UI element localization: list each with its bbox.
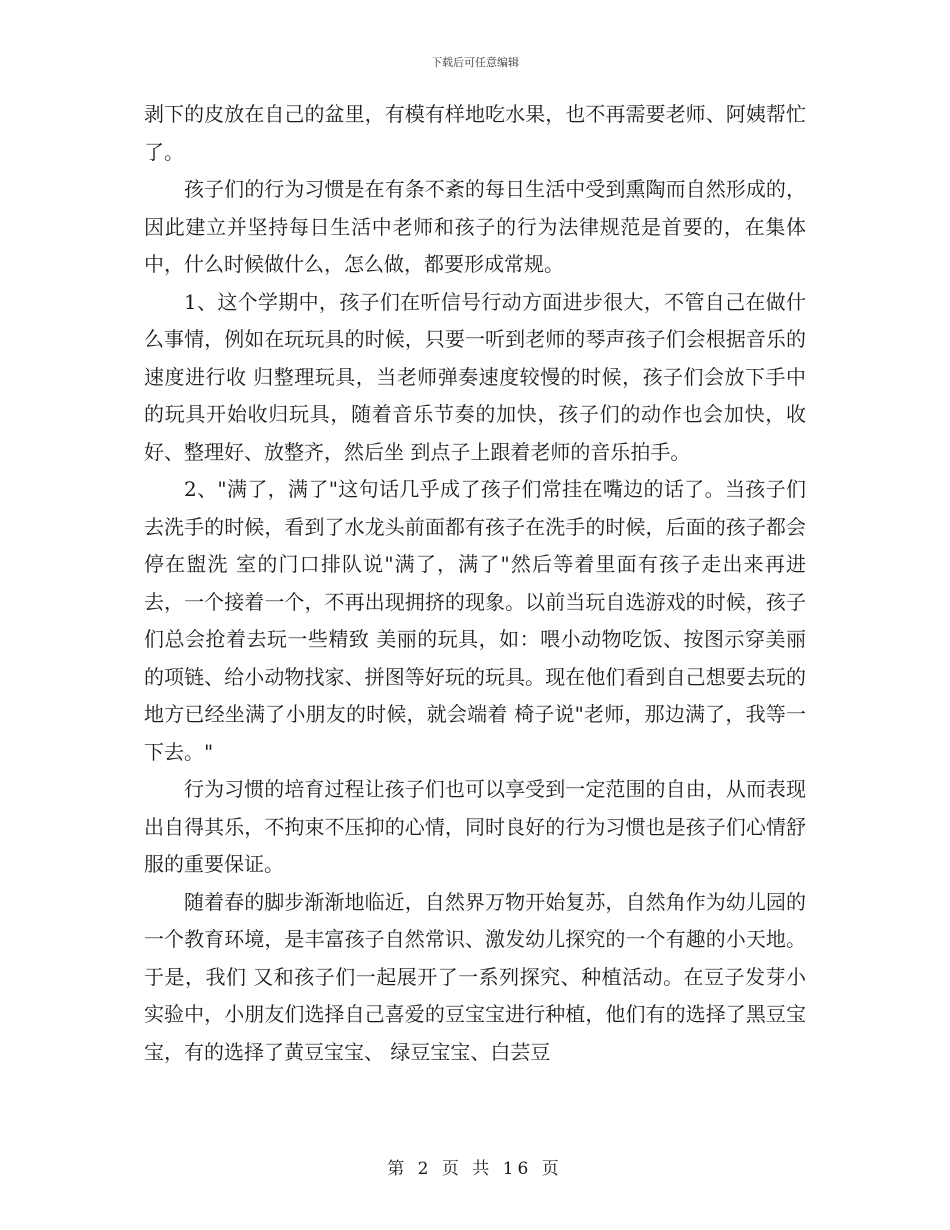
paragraph-6: 随着春的脚步渐渐地临近，自然界万物开始复苏，自然角作为幼儿园的一个教育环境，是丰富孩子自然常识、激发幼儿探究的一个有趣的小天地。于是，我们 又和孩子们一起展开了一系列探究、种植活动。在豆子发芽小实验中，小朋友们选择自己喜爱的豆宝宝进行种植，他们有的选择了黑豆宝宝，有的选择了黄豆宝宝、 绿豆宝宝、白芸豆 <box>144 889 806 1064</box>
document-body <box>144 96 806 1071</box>
paragraph-5: 行为习惯的培育过程让孩子们也可以享受到一定范围的自由，从而表现出自得其乐，不拘束不压抑的心情，同时良好的行为习惯也是孩子们心情舒服的重要保证。 <box>144 777 806 876</box>
page-header: 下载后可任意编辑 <box>431 56 519 69</box>
page-number-footer: 第 2 页 共 16 页 <box>387 1159 563 1179</box>
paragraph-4: 2、"满了，满了"这句话几乎成了孩子们常挂在嘴边的话了。当孩子们去洗手的时候，看到了水龙头前面都有孩子在洗手的时候，后面的孩子都会停在盥洗 室的门口排队说"满了，满了"然后等着里面有孩子走出来再进去，一个接着一个，不再出现拥挤的现象。以前当玩自选游戏的时候，孩子们总会抢着去玩一些精致 美丽的玩具，如：喂小动物吃饭、按图示穿美丽的项链、给小动物找家、拼图等好玩的玩具。现在他们看到自己想要去玩的地方已经坐满了小朋友的时候，就会端着 椅子说"老师，那边满了，我等一下去。" <box>144 477 806 764</box>
paragraph-2: 孩子们的行为习惯是在有条不紊的每日生活中受到熏陶而自然形成的，因此建立并坚持每日生活中老师和孩子的行为法律规范是首要的，在集体中，什么时候做什么，怎么做，都要形成常规。 <box>144 177 806 276</box>
paragraph-1: 剥下的皮放在自己的盆里，有模有样地吃水果，也不再需要老师、阿姨帮忙了。 <box>144 102 806 164</box>
paragraph-3: 1、这个学期中，孩子们在听信号行动方面进步很大，不管自己在做什么事情，例如在玩玩具的时候，只要一听到老师的琴声孩子们会根据音乐的速度进行收 归整理玩具，当老师弹奏速度较慢的时候，孩子们会放下手中的玩具开始收归玩具，随着音乐节奏的加快，孩子们的动作也会加快，收好、整理好、放整齐，然后坐 到点子上跟着老师的音乐拍手。 <box>144 289 806 464</box>
